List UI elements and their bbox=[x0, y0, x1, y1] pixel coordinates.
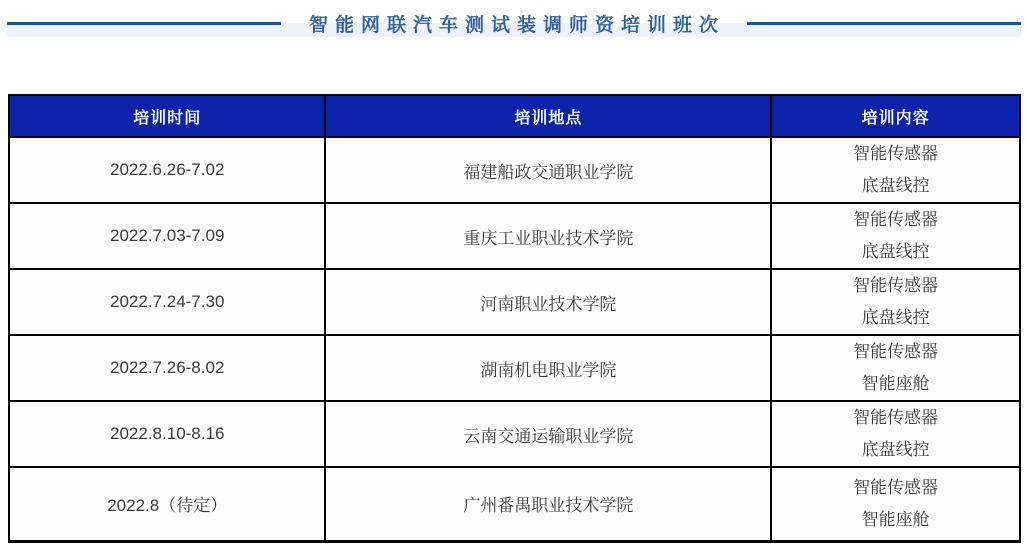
cell-location: 福建船政交通职业学院 bbox=[325, 137, 771, 203]
title-rule-left bbox=[7, 22, 281, 25]
content-line: 智能传感器 bbox=[853, 408, 939, 427]
table-row bbox=[9, 467, 1020, 541]
cell-content bbox=[771, 137, 1020, 203]
cell-location: 云南交通运输职业学院 bbox=[325, 401, 771, 467]
training-schedule-table bbox=[8, 94, 1021, 543]
table-row bbox=[9, 203, 1020, 269]
content-line: 智能传感器 bbox=[853, 210, 939, 229]
table-row bbox=[9, 137, 1020, 203]
table-row bbox=[9, 335, 1020, 401]
cell-content bbox=[771, 467, 1020, 541]
column-header-content: 培训内容 bbox=[771, 95, 1020, 137]
table-row bbox=[9, 401, 1020, 467]
content-line: 智能传感器 bbox=[853, 342, 939, 361]
cell-content bbox=[771, 335, 1020, 401]
table-row bbox=[9, 269, 1020, 335]
cell-location: 河南职业技术学院 bbox=[325, 269, 771, 335]
page-title: 智能网联汽车测试装调师资培训班次 bbox=[309, 14, 726, 36]
cell-content bbox=[771, 203, 1020, 269]
content-line: 底盘线控 bbox=[861, 176, 930, 195]
cell-time: 2022.8.10-8.16 bbox=[9, 401, 325, 467]
table-header-row bbox=[9, 95, 1020, 137]
content-line: 智能传感器 bbox=[853, 477, 939, 497]
content-line: 智能座舱 bbox=[861, 374, 930, 393]
column-header-time: 培训时间 bbox=[9, 95, 325, 137]
content-line: 智能传感器 bbox=[853, 144, 939, 163]
cell-content bbox=[771, 269, 1020, 335]
title-bar bbox=[7, 0, 1021, 46]
column-header-location: 培训地点 bbox=[325, 95, 771, 137]
content-line: 智能传感器 bbox=[853, 276, 939, 295]
cell-location: 湖南机电职业学院 bbox=[325, 335, 771, 401]
content-line: 底盘线控 bbox=[861, 242, 930, 261]
cell-time: 2022.8（待定） bbox=[9, 467, 325, 541]
content-line: 底盘线控 bbox=[861, 308, 930, 327]
cell-time: 2022.7.03-7.09 bbox=[9, 203, 325, 269]
title-rule-right bbox=[747, 22, 1021, 25]
cell-time: 2022.6.26-7.02 bbox=[9, 137, 325, 203]
cell-content bbox=[771, 401, 1020, 467]
cell-time: 2022.7.24-7.30 bbox=[9, 269, 325, 335]
cell-location: 重庆工业职业技术学院 bbox=[325, 203, 771, 269]
content-line: 底盘线控 bbox=[861, 440, 930, 459]
content-line: 智能座舱 bbox=[861, 509, 930, 529]
cell-location: 广州番禺职业技术学院 bbox=[325, 467, 771, 541]
cell-time: 2022.7.26-8.02 bbox=[9, 335, 325, 401]
